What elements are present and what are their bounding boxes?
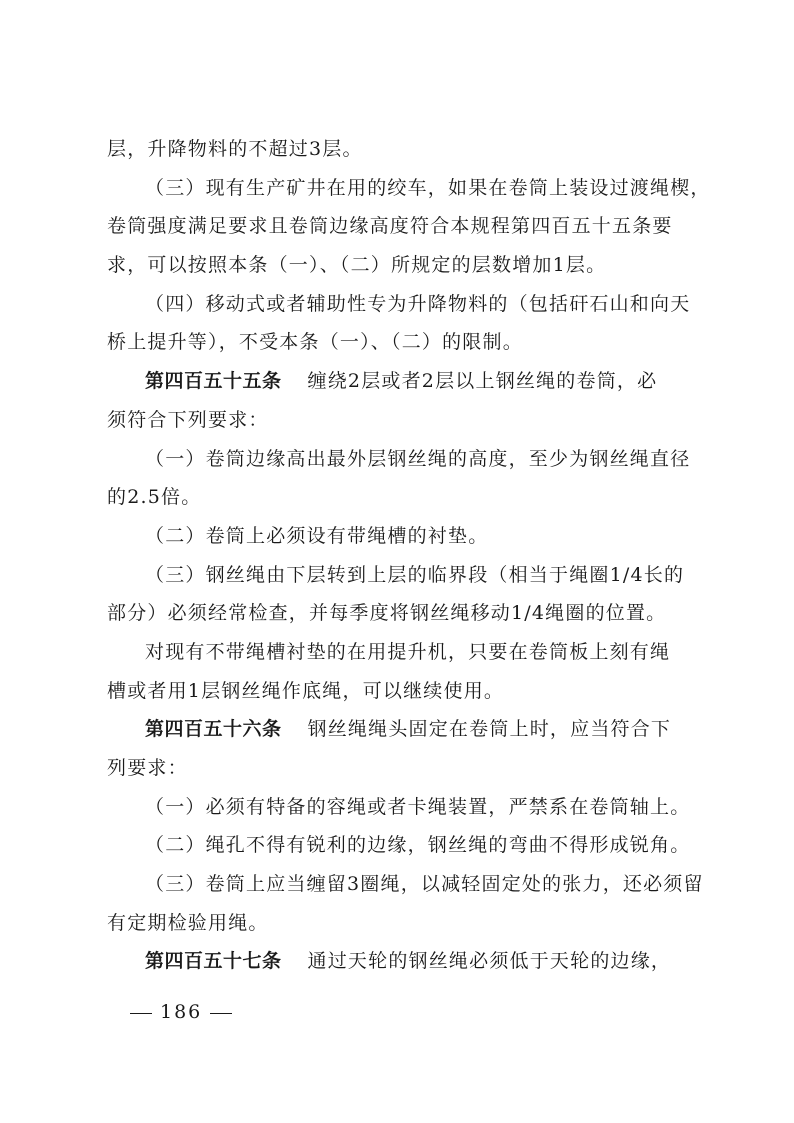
article-line <box>107 710 695 749</box>
text-line: 层，升降物料的不超过3层。 <box>107 138 363 160</box>
footer-dash-right <box>210 1013 232 1014</box>
text-line: （四）移动式或者辅助性专为升降物料的（包括矸石山和向天 <box>145 292 691 315</box>
text-line: （二）绳孔不得有锐利的边缘，钢丝绳的弯曲不得形成锐角。 <box>145 834 691 857</box>
text-line: 桥上提升等），不受本条（一）、（二）的限制。 <box>107 331 523 354</box>
article-number: 第四百五十七条 <box>145 950 282 973</box>
text-line: 卷筒强度满足要求且卷筒边缘高度符合本规程第四百五十五条要 <box>107 215 673 238</box>
text-line: 列要求： <box>107 757 188 779</box>
text-line: 须符合下列要求： <box>107 408 269 431</box>
page-number: 186 <box>160 1001 203 1023</box>
footer-dash-left <box>130 1013 152 1014</box>
text-line: （二）卷筒上必须设有带绳槽的衬垫。 <box>145 524 489 547</box>
text-line: （三）现有生产矿井在用的绞车，如果在卷筒上装设过渡绳楔， <box>145 176 711 199</box>
text-line: 部分）必须经常检查，并每季度将钢丝绳移动1/4绳圈的位置。 <box>107 602 667 625</box>
text-line: （三）钢丝绳由下层转到上层的临界段（相当于绳圈1/4长的 <box>145 563 685 586</box>
text-line: （三）卷筒上应当缠留3圈绳，以减轻固定处的张力，还必须留 <box>145 873 704 896</box>
article-line <box>107 362 695 401</box>
text-line: 有定期检验用绳。 <box>107 911 269 934</box>
article-text: 缠绕2层或者2层以上钢丝绳的卷筒，必 <box>307 370 658 393</box>
article-line <box>107 942 695 981</box>
article-text: 钢丝绳绳头固定在卷筒上时，应当符合下 <box>307 718 672 741</box>
article-text: 通过天轮的钢丝绳必须低于天轮的边缘， <box>307 950 672 973</box>
text-line: 对现有不带绳槽衬垫的在用提升机，只要在卷筒板上刻有绳 <box>145 640 671 663</box>
article-number: 第四百五十六条 <box>145 718 282 741</box>
article-number: 第四百五十五条 <box>145 370 282 393</box>
text-line: （一）必须有特备的容绳或者卡绳装置，严禁系在卷筒轴上。 <box>145 795 691 818</box>
body-text <box>107 130 711 981</box>
text-line: 求，可以按照本条（一）、（二）所规定的层数增加1层。 <box>107 254 607 277</box>
text-line: 的2.5倍。 <box>107 486 202 509</box>
text-line: （一）卷筒边缘高出最外层钢丝绳的高度，至少为钢丝绳直径 <box>145 447 691 470</box>
text-line: 槽或者用1层钢丝绳作底绳，可以继续使用。 <box>107 679 505 702</box>
page-footer <box>122 1000 240 1024</box>
